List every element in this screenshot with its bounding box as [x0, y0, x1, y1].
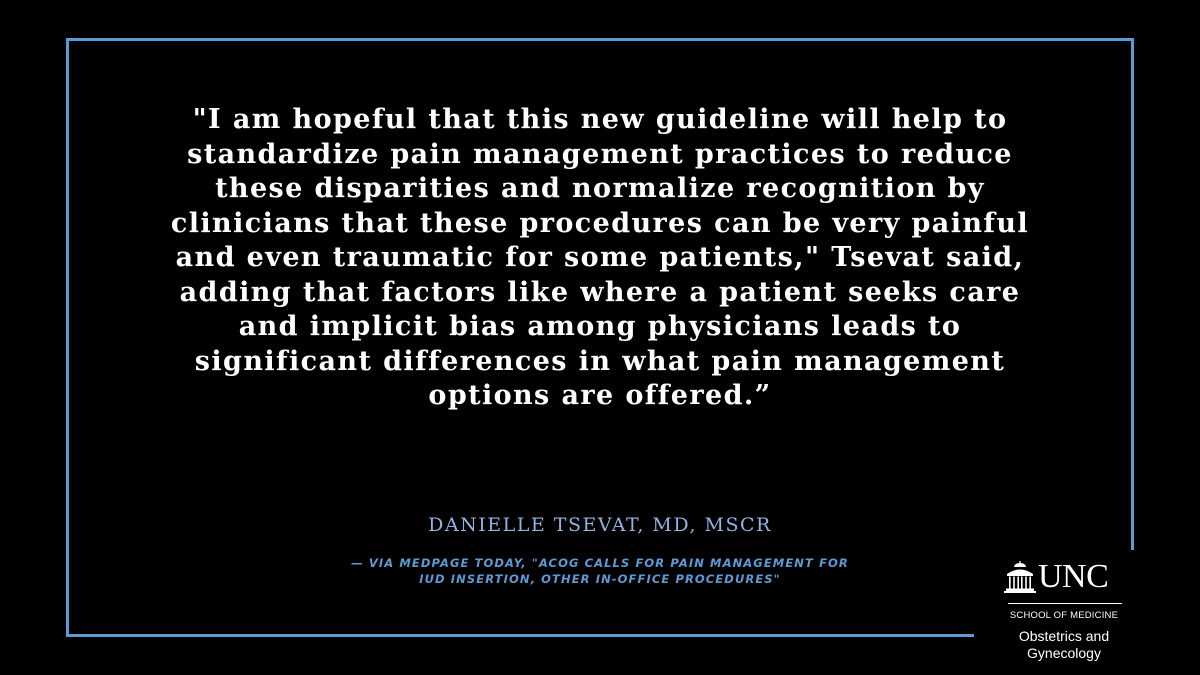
frame-left-border — [66, 38, 69, 637]
logo-school-name: SCHOOL OF MEDICINE — [1009, 610, 1119, 621]
frame-top-border — [66, 38, 1134, 41]
logo-divider — [1008, 603, 1122, 604]
logo-mark — [1004, 560, 1124, 594]
quote-text: "I am hopeful that this new guideline will help to standardize pain management practices to reduce these disparities and normalize recognition by clinicians that these procedures can be very painful and even traumatic for some patients," Tsevat said, adding that factors like where a patient seeks care and implicit bias among physicians leads to significant differences in what pain management options are offered.” — [170, 104, 1030, 411]
quote-source: — VIA MEDPAGE TODAY, "ACOG CALLS FOR PAIN MANAGEMENT FOR IUD INSERTION, OTHER IN-OFFICE PROCEDURES" — [351, 556, 849, 586]
logo-department-name: Obstetrics and Gynecology — [1018, 628, 1110, 661]
frame-bottom-border — [66, 634, 974, 637]
quote-author: DANIELLE TSEVAT, MD, MSCR — [428, 514, 772, 536]
frame-right-border — [1131, 38, 1134, 550]
unc-logo — [1004, 560, 1124, 665]
old-well-icon — [1004, 561, 1036, 593]
logo-wordmark: UNC — [1038, 558, 1109, 595]
